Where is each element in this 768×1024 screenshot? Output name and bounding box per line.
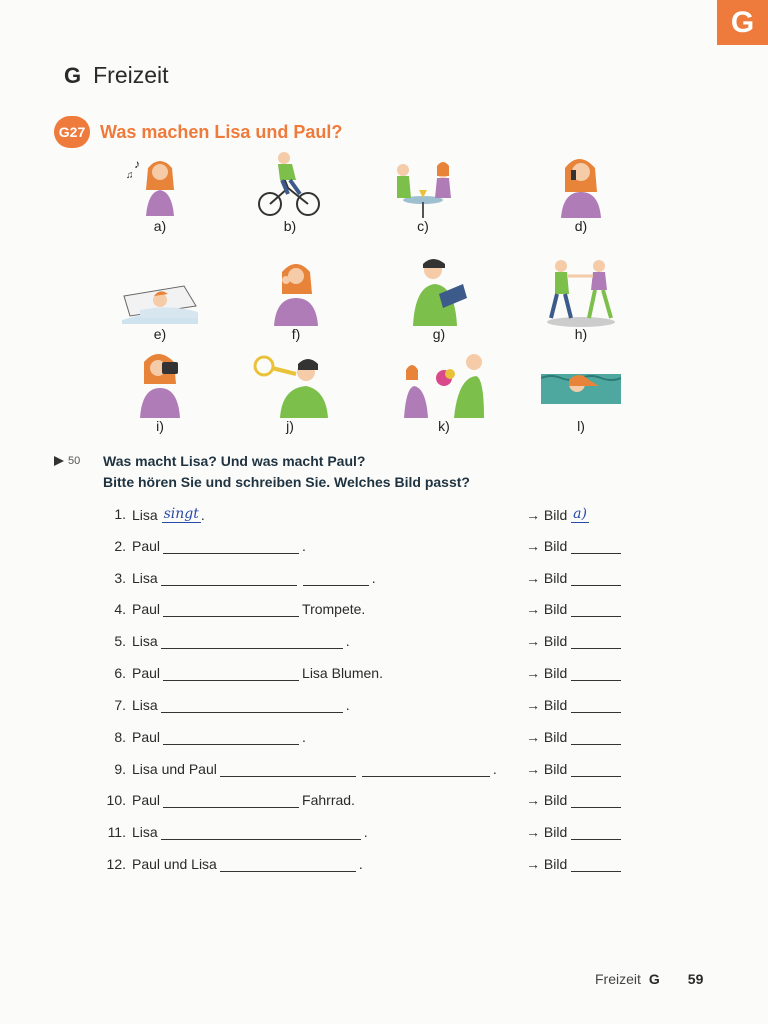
example-answer: singt [163,506,199,522]
instruction-line-1: Was macht Lisa? Und was macht Paul? [103,453,366,469]
exercise-title: Was machen Lisa und Paul? [100,121,343,142]
bild-blank[interactable] [571,826,621,840]
picture-label: h) [574,326,588,342]
picture-j [250,350,330,434]
picture-l [541,350,621,434]
row-number: 9. [114,761,126,777]
row-subject: Paul [132,601,161,617]
picture-f [256,258,336,342]
bild-label: → Bild [526,633,568,649]
picture-label: e) [153,326,167,342]
picture-d [541,150,621,234]
row-ending: Trompete. [302,601,366,617]
answer-blank[interactable] [163,603,299,617]
row-subject: Paul und Lisa [132,856,217,872]
reading-boy-icon [399,258,479,328]
picture-label: j) [286,418,294,434]
picture-a [120,150,200,234]
cafe-couple-icon [383,150,463,220]
svg-text:♫: ♫ [126,170,134,181]
row-subject: Paul [132,729,161,745]
picture-c [383,150,463,234]
exercise-row [104,729,644,749]
row-number: 6. [114,665,126,681]
bild-label: → Bild [526,570,568,586]
row-ending: Lisa Blumen. [302,665,383,681]
row-subject: Paul [132,792,161,808]
bild-label: → Bild [526,538,568,554]
row-ending: . [345,633,350,649]
singing-girl-icon [120,150,200,220]
picture-g [399,258,479,342]
eating-girl-icon [256,258,336,328]
bild-label: → Bild [526,856,568,872]
bild-label: → Bild [526,601,568,617]
cycling-boy-icon [250,150,330,220]
row-subject: Lisa und Paul [132,761,217,777]
bild-blank[interactable] [571,540,621,554]
exercise-heading [54,116,342,148]
picture-e [120,258,200,342]
bild-blank[interactable] [571,731,621,745]
chapter-heading [64,62,169,89]
bild-blank[interactable] [571,699,621,713]
bild-label: → Bild [526,761,568,777]
row-number: 8. [114,729,126,745]
row-ending: . [363,824,368,840]
svg-text:♪: ♪ [134,157,140,171]
bild-label: → Bild [526,824,568,840]
bild-label: → Bild [526,792,568,808]
row-number: 10. [106,792,126,808]
photographing-girl-icon [120,350,200,420]
answer-blank[interactable] [163,794,299,808]
row-ending: . [302,729,306,745]
row-subject: Paul [132,665,161,681]
row-number: 1. [114,506,126,522]
flowers-couple-icon [404,350,484,420]
answer-blank[interactable] [362,763,490,777]
answer-blank[interactable] [163,731,299,745]
exercise-row [104,824,644,844]
picture-k [404,350,484,434]
row-number: 12. [106,856,126,872]
sleeping-girl-icon [120,258,200,328]
answer-blank[interactable] [220,858,356,872]
picture-i [120,350,200,434]
picture-label: k) [438,418,450,434]
row-number: 11. [107,824,126,840]
bild-label: → Bild [526,697,568,713]
bild-label: → Bild [526,665,568,681]
row-number: 4. [114,601,126,617]
row-ending: . [358,856,363,872]
answer-blank[interactable] [163,540,299,554]
example-bild-answer: a) [573,506,587,522]
picture-label: l) [577,418,585,434]
phoning-girl-icon [541,150,621,220]
row-number: 3. [114,570,126,586]
bild-label: → Bild [526,507,568,523]
exercise-row [104,601,644,621]
instruction-line-2: Bitte hören Sie und schreiben Sie. Welches Bild passt? [103,474,470,490]
picture-label: i) [156,418,164,434]
bild-blank[interactable] [571,667,621,681]
row-ending: . [492,761,497,777]
exercise-row [104,665,644,685]
exercise-row [104,633,644,653]
picture-b [250,150,330,234]
bild-blank[interactable] [571,572,621,586]
row-number: 5. [114,633,126,649]
page-number: 59 [687,971,704,987]
bild-label: → Bild [526,729,568,745]
picture-label: a) [153,218,167,234]
trumpet-boy-icon [250,350,330,420]
answer-blank[interactable] [163,667,299,681]
dancing-couple-icon [541,258,621,328]
row-ending: . [200,507,205,523]
row-number: 7. [114,697,126,713]
answer-blank[interactable] [220,763,356,777]
picture-label: b) [283,218,297,234]
track-number: 50 [68,455,81,467]
bild-blank[interactable] [571,635,621,649]
bild-blank[interactable] [571,603,621,617]
picture-label: f) [291,326,301,342]
picture-h [541,258,621,342]
exercise-row [104,538,644,558]
row-ending: . [302,538,306,554]
answer-blank[interactable] [161,572,297,586]
row-subject: Lisa [132,570,158,586]
chapter-letter: G [64,63,82,88]
exercise-row [104,856,644,876]
answer-blank[interactable] [161,826,361,840]
exercise-badge: G27 [54,116,90,148]
chapter-title: Freizeit [93,62,169,88]
exercise-row [104,761,644,781]
play-icon[interactable] [54,456,64,466]
picture-label: d) [574,218,588,234]
page-footer [595,971,703,987]
chapter-tab: G [717,0,768,45]
row-ending: . [345,697,350,713]
row-ending: Fahrrad. [302,792,355,808]
answer-blank[interactable] [303,572,369,586]
swimming-girl-icon [541,350,621,420]
answer-blank[interactable] [161,699,343,713]
footer-chapter-label: Freizeit [595,971,641,987]
exercise-row [104,697,644,717]
row-subject: Lisa [132,824,158,840]
footer-chapter-letter: G [648,971,660,987]
audio-track[interactable] [54,455,80,467]
exercise-row [104,570,644,590]
row-subject: Lisa [132,697,158,713]
row-subject: Paul [132,538,161,554]
bild-blank[interactable] [571,763,621,777]
answer-blank[interactable] [161,635,343,649]
picture-label: c) [417,218,429,234]
bild-blank[interactable] [571,794,621,808]
exercise-row [104,506,644,526]
picture-label: g) [432,326,446,342]
row-ending: . [371,570,376,586]
row-subject: Lisa [132,507,158,523]
exercise-row [104,792,644,812]
bild-blank[interactable] [571,858,621,872]
row-subject: Lisa [132,633,158,649]
row-number: 2. [114,538,126,554]
